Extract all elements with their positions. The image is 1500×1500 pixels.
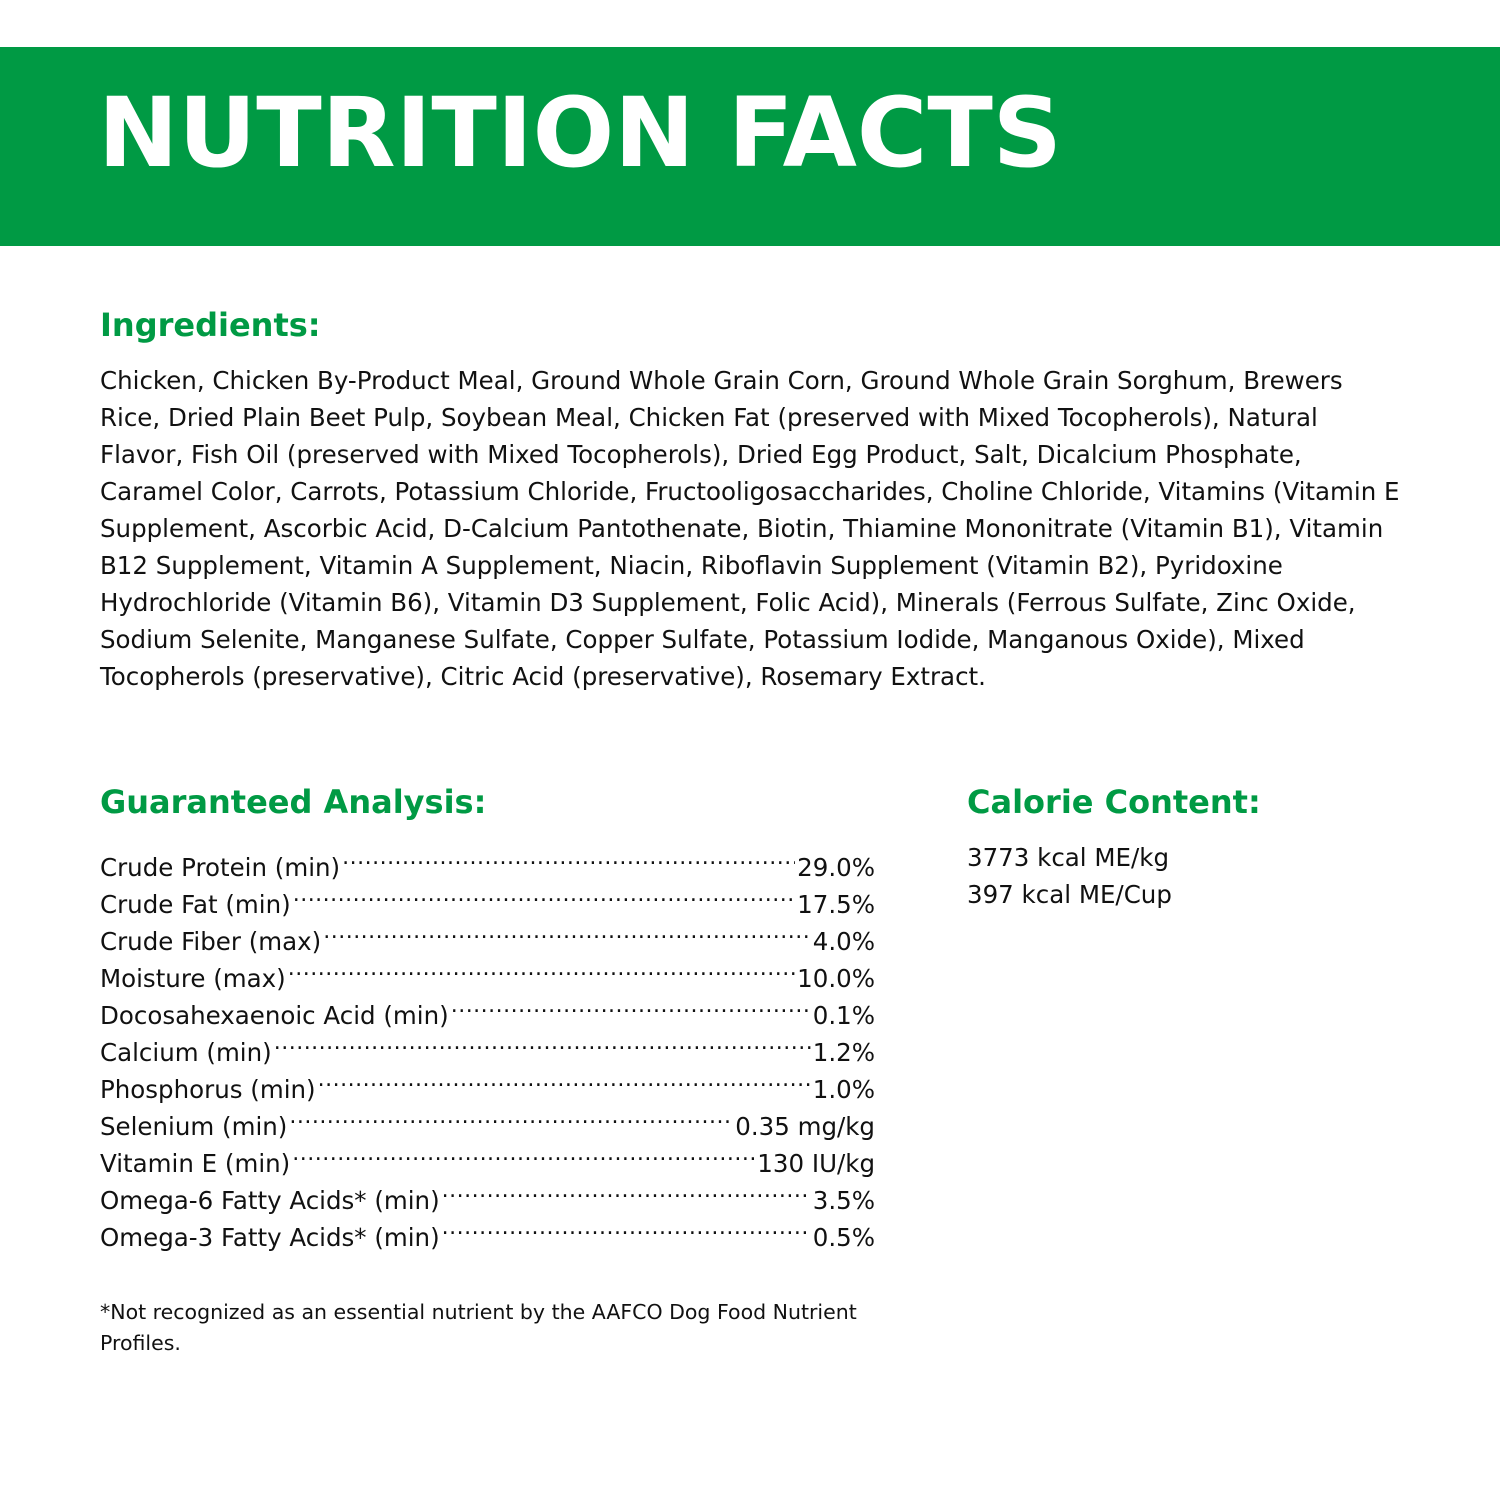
guaranteed-analysis-heading: Guaranteed Analysis: (100, 783, 487, 821)
guaranteed-analysis-list (100, 839, 875, 1252)
analysis-row (100, 839, 875, 882)
calorie-line-per-cup: 397 kcal ME/Cup (967, 880, 1172, 909)
analysis-value: 3.5% (812, 1186, 875, 1215)
dot-leader (442, 1172, 811, 1209)
analysis-label: Crude Protein (min) (100, 853, 341, 882)
analysis-label: Moisture (max) (100, 964, 286, 993)
analysis-label: Crude Fiber (max) (100, 927, 322, 956)
analysis-label: Omega-3 Fatty Acids* (min) (100, 1223, 440, 1252)
footnote: *Not recognized as an essential nutrient by the AAFCO Dog Food Nutrient Profiles. (100, 1300, 857, 1355)
analysis-value: 17.5% (797, 890, 875, 919)
dot-leader (288, 950, 795, 987)
analysis-value: 29.0% (797, 853, 875, 882)
header-banner (0, 47, 1500, 246)
analysis-value: 4.0% (812, 927, 875, 956)
dot-leader (451, 987, 811, 1024)
analysis-value: 1.2% (812, 1038, 875, 1067)
calorie-line-per-kg: 3773 kcal ME/kg (967, 843, 1170, 872)
analysis-value: 10.0% (797, 964, 875, 993)
calorie-content-list (967, 839, 1172, 913)
dot-leader (318, 1061, 811, 1098)
calorie-content-heading: Calorie Content: (967, 783, 1261, 821)
analysis-label: Calcium (min) (100, 1038, 272, 1067)
analysis-label: Omega-6 Fatty Acids* (min) (100, 1186, 440, 1215)
analysis-value: 0.1% (812, 1001, 875, 1030)
page-title: NUTRITION FACTS (98, 77, 1062, 189)
analysis-value: 130 IU/kg (757, 1149, 875, 1178)
dot-leader (442, 1209, 811, 1246)
dot-leader (292, 1135, 755, 1172)
dot-leader (274, 1024, 811, 1061)
analysis-label: Crude Fat (min) (100, 890, 291, 919)
ingredients-text: Chicken, Chicken By-Product Meal, Ground Whole Grain Corn, Ground Whole Grain Sorghum, Brewers Rice, Dried Plain Beet Pulp, Soybean Meal, Chicken Fat (preserved with Mixed Tocopherols), Natural Flavor, Fish Oil (preserved with Mixed Tocopherols), Dried Egg Product, Salt, Dicalcium Phosphate, Caramel Color, Carrots, Potassium Chloride, Fructooligosaccharides, Choline Chloride, Vitamins (Vitamin E Supplement, Ascorbic Acid, D-Calcium Pantothenate, Biotin, Thiamine Mononitrate (Vitamin B1), Vitamin B12 Supplement, Vitamin A Supplement, Niacin, Riboflavin Supplement (Vitamin B2), Pyridoxine Hydrochloride (Vitamin B6), Vitamin D3 Supplement, Folic Acid), Minerals (Ferrous Sulfate, Zinc Oxide, Sodium Selenite, Manganese Sulfate, Copper Sulfate, Potassium Iodide, Manganous Oxide), Mixed Tocopherols (preservative), Citric Acid (preservative), Rosemary Extract. (100, 366, 1400, 691)
analysis-label: Phosphorus (min) (100, 1075, 316, 1104)
analysis-value: 0.35 mg/kg (735, 1112, 875, 1141)
dot-leader (323, 913, 811, 950)
analysis-label: Vitamin E (min) (100, 1149, 291, 1178)
analysis-label: Docosahexaenoic Acid (min) (100, 1001, 449, 1030)
analysis-value: 1.0% (812, 1075, 875, 1104)
dot-leader (293, 876, 795, 913)
analysis-value: 0.5% (812, 1223, 875, 1252)
dot-leader (289, 1098, 733, 1135)
ingredients-heading: Ingredients: (100, 306, 321, 344)
dot-leader (342, 839, 795, 876)
analysis-label: Selenium (min) (100, 1112, 288, 1141)
